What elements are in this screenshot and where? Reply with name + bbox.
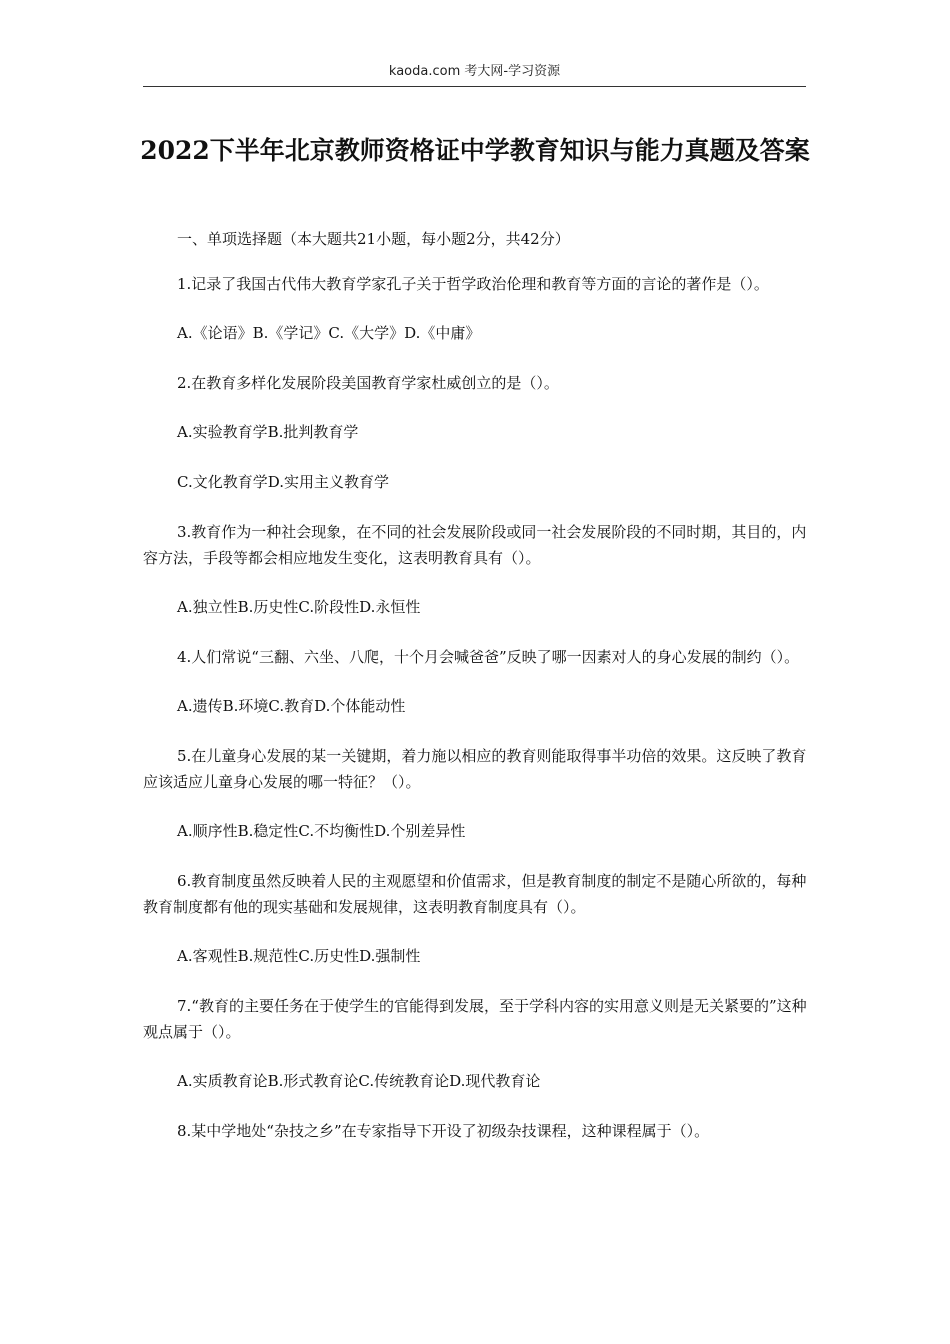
question-3-options: A.独立性B.历史性C.阶段性D.永恒性 xyxy=(177,598,421,616)
question-2-options-line-2: C.文化教育学D.实用主义教育学 xyxy=(177,473,389,491)
question-6-options: A.客观性B.规范性C.历史性D.强制性 xyxy=(177,947,421,965)
question-6: 6.教育制度虽然反映着人民的主观愿望和价值需求，但是教育制度的制定不是随心所欲的，每种教育制度都有他的现实基础和发展规律，这表明教育制度具有（）。 xyxy=(143,872,807,916)
question-4: 4.人们常说“三翻、六坐、八爬，十个月会喊爸爸”反映了哪一因素对人的身心发展的制约（）。 xyxy=(177,648,800,666)
question-1-options: A.《论语》B.《学记》C.《大学》D.《中庸》 xyxy=(177,324,481,342)
page-header xyxy=(143,62,806,87)
question-5: 5.在儿童身心发展的某一关键期，着力施以相应的教育则能取得事半功倍的效果。这反映了教育应该适应儿童身心发展的哪一特征？（）。 xyxy=(143,747,807,791)
question-4-options: A.遗传B.环境C.教育D.个体能动性 xyxy=(177,697,406,715)
question-3: 3.教育作为一种社会现象，在不同的社会发展阶段或同一社会发展阶段的不同时期，其目的，内容方法，手段等都会相应地发生变化，这表明教育具有（）。 xyxy=(143,523,807,567)
question-8: 8.某中学地处“杂技之乡”在专家指导下开设了初级杂技课程，这种课程属于（）。 xyxy=(177,1122,710,1140)
question-1: 1.记录了我国古代伟大教育学家孔子关于哲学政治伦理和教育等方面的言论的著作是（）。 xyxy=(177,275,769,293)
document-title: 2022下半年北京教师资格证中学教育知识与能力真题及答案 xyxy=(140,136,810,165)
section-heading: 一、单项选择题（本大题共21小题，每小题2分，共42分） xyxy=(177,230,570,248)
question-7: 7.“教育的主要任务在于使学生的官能得到发展，至于学科内容的实用意义则是无关紧要的”这种观点属于（）。 xyxy=(143,997,807,1041)
question-2: 2.在教育多样化发展阶段美国教育学家杜威创立的是（）。 xyxy=(177,374,559,392)
question-2-options-line-1: A.实验教育学B.批判教育学 xyxy=(177,423,359,441)
question-7-options: A.实质教育论B.形式教育论C.传统教育论D.现代教育论 xyxy=(177,1072,541,1090)
document-body xyxy=(143,226,808,1167)
header-source: kaoda.com 考大网-学习资源 xyxy=(388,64,561,79)
question-5-options: A.顺序性B.稳定性C.不均衡性D.个别差异性 xyxy=(177,822,466,840)
